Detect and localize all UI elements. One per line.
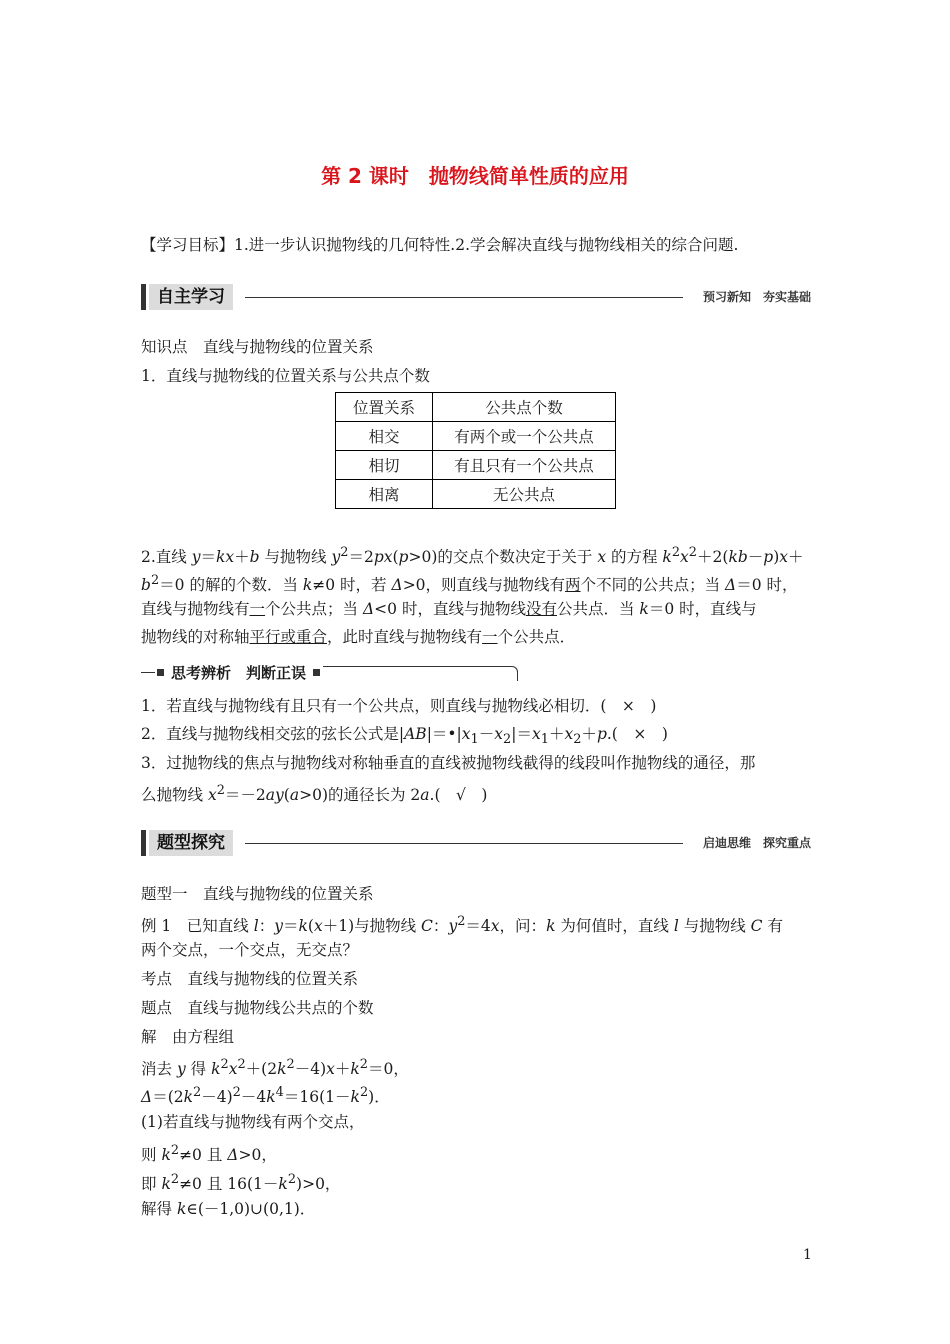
solution-line-5: 解得 k∈(－1,0)∪(0,1)． <box>141 1200 316 1218</box>
table-cell: 无公共点 <box>433 480 616 509</box>
think-label: 思考辨析 判断正误 <box>171 664 307 682</box>
objectives-label: 【学习目标】 <box>141 236 235 254</box>
item2-line-3: 直线与抛物线有一个公共点；当 Δ<0 时，直线与抛物线没有公共点．当 k＝0 时，直线与 <box>141 600 757 618</box>
type1-title: 题型一 直线与抛物线的位置关系 <box>141 885 374 903</box>
table-header-row <box>336 393 616 422</box>
answer-3: √ <box>456 786 466 805</box>
header-bracket-line <box>323 666 518 681</box>
judge-question-3-line-1: 3．过抛物线的焦点与抛物线对称轴垂直的直线被抛物线截得的线段叫作抛物线的通径，那 <box>141 754 756 772</box>
table-cell: 相交 <box>336 422 433 451</box>
section-header-self-study <box>141 284 811 310</box>
bullet-square-icon <box>313 669 320 676</box>
section-rule <box>245 843 683 844</box>
solution-line-2: $\Delta=(2k^2-4)^2-4k^4=16(1-k^2)$． <box>141 1085 390 1107</box>
section-label: 自主学习 <box>149 284 233 310</box>
section-label: 题型探究 <box>149 830 233 856</box>
knowledge-point-title: 知识点 直线与抛物线的位置关系 <box>141 338 374 356</box>
section-bar <box>141 284 146 310</box>
kaodian: 考点 直线与抛物线的位置关系 <box>141 970 359 988</box>
answer-2: × <box>633 725 647 743</box>
example1-line-2: 两个交点，一个交点，无交点？ <box>141 941 359 959</box>
table-row <box>336 451 616 480</box>
blank-one-b: 一 <box>482 628 498 646</box>
table-row <box>336 480 616 509</box>
learning-objectives <box>141 235 738 255</box>
blank-two: 两 <box>565 576 581 595</box>
section-header-type-explore <box>141 830 811 856</box>
judge-question-2: 2．直线与抛物线相交弦的弦长公式是$|AB|=•|x_1-x_2|=x_1+x_2+p$.( × ) <box>141 725 668 748</box>
item2-line-1: 2.直线 y＝kx＋b 与抛物线 $y^2=2px(p>0)$的交点个数决定于关于 x 的方程 $k^2x^2+2(kb-p)x+$ <box>141 545 804 567</box>
section-rule <box>245 297 683 298</box>
relation-table <box>335 392 616 509</box>
blank-axis: 平行或重合 <box>249 628 328 646</box>
blank-none: 没有 <box>525 600 557 618</box>
solution-start: 解 由方程组 <box>141 1028 235 1046</box>
objectives-text: 1.进一步认识抛物线的几何特性.2.学会解决直线与抛物线相关的综合问题. <box>234 236 739 254</box>
table-cell: 相离 <box>336 480 433 509</box>
bullet-square-icon <box>157 669 164 676</box>
solution-line-4: 即 $k^2\ne 0$ 且 $16(1-k^2)>0$， <box>141 1172 341 1194</box>
tidian: 题点 直线与抛物线公共点的个数 <box>141 999 374 1017</box>
section-bar <box>141 830 146 856</box>
table-cell: 有两个或一个公共点 <box>433 422 616 451</box>
page-title: 第 2 课时 抛物线简单性质的应用 <box>321 164 629 188</box>
judge-question-1: 1．若直线与抛物线有且只有一个公共点，则直线与抛物线必相切．( × ) <box>141 697 657 715</box>
header-line <box>141 672 155 673</box>
section-right-text: 预习新知 夯实基础 <box>702 290 811 304</box>
table-header-cell: 公共点个数 <box>433 393 616 422</box>
page-number: 1 <box>803 1247 812 1263</box>
section-right-text: 启迪思维 探究重点 <box>702 836 811 850</box>
judge-question-3-line-2: 么抛物线 $x^2=-2ay(a>0)$的通径长为 2a.( √ ) <box>141 783 488 805</box>
table-cell: 相切 <box>336 451 433 480</box>
solution-line-1: 消去 y 得 $k^2x^2+(2k^2-4)x+k^2=0$， <box>141 1057 409 1079</box>
table-cell: 有且只有一个公共点 <box>433 451 616 480</box>
item2-line-2: $b^2=0$ 的解的个数．当 k≠0 时，若 Δ>0，则直线与抛物线有两个不同的公共点；当 Δ＝0 时， <box>141 573 798 595</box>
table-row <box>336 422 616 451</box>
example1-line-1: 例 1 已知直线 l：y＝k(x＋1)与抛物线 C：$y^2=4x$，问：k 为何值时，直线 l 与抛物线 C 有 <box>141 914 783 936</box>
table-header-cell: 位置关系 <box>336 393 433 422</box>
solution-line-3: 则 $k^2\ne 0$ 且 Δ>0， <box>141 1143 277 1165</box>
think-discuss-header <box>141 660 521 686</box>
solution-case-1: (1)若直线与抛物线有两个交点， <box>141 1113 365 1131</box>
item2-line-4: 抛物线的对称轴平行或重合，此时直线与抛物线有一个公共点． <box>141 628 576 646</box>
item1-title: 1．直线与抛物线的位置关系与公共点个数 <box>141 367 430 385</box>
blank-one-a: 一 <box>249 600 266 618</box>
